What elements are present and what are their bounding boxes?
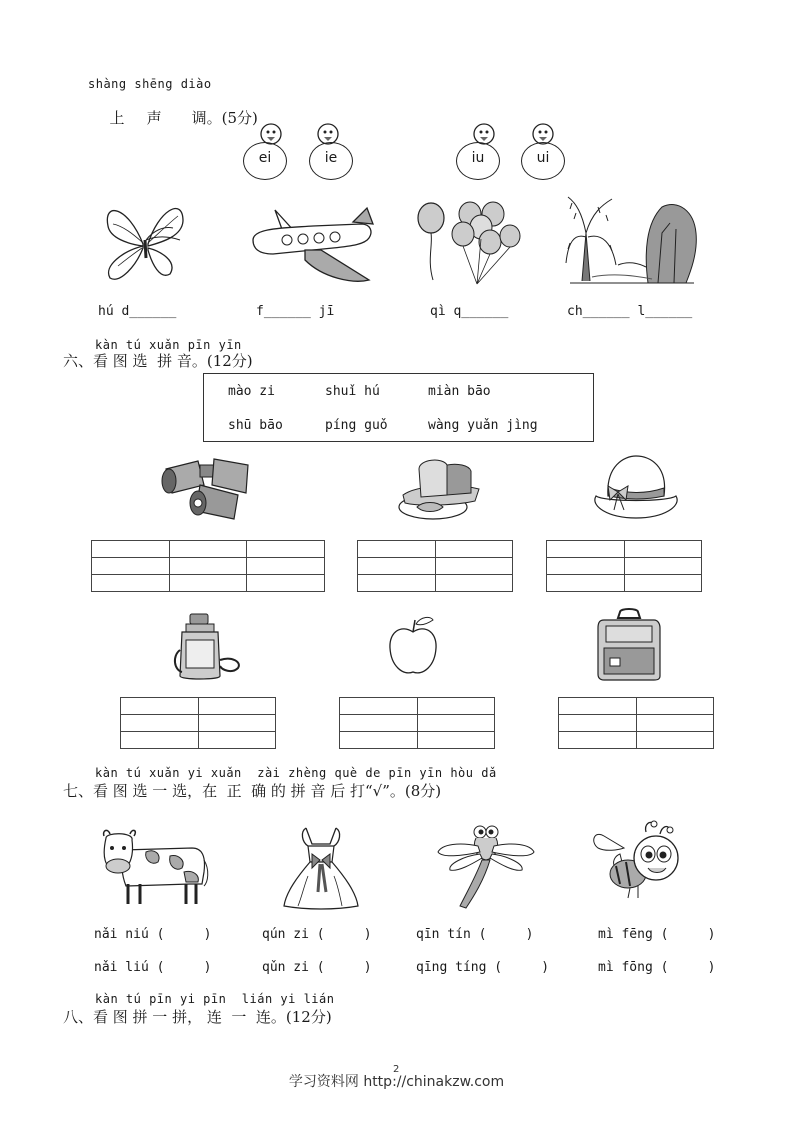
blank-butterfly: hú d______ <box>98 304 177 319</box>
option-mi-fong[interactable]: mì fōng ( ) <box>598 960 716 975</box>
option-mi-feng[interactable]: mì fēng ( ) <box>598 927 716 942</box>
word-options-box <box>203 373 594 442</box>
option-qun-zi[interactable]: qún zi ( ) <box>262 927 372 942</box>
schoolbag-icon <box>596 608 662 682</box>
section5-char-3: 调 <box>191 109 207 127</box>
grid-cell[interactable] <box>358 541 436 558</box>
section7-title: 七、看 图 选 一 选，在 正 确 的 拼 音 后 打“√”。(8分) <box>63 782 442 800</box>
option-qun-zi-alt[interactable]: qǔn zi ( ) <box>262 960 372 975</box>
grid-cell[interactable] <box>247 575 325 592</box>
option-shu-bao: shū bāo <box>228 418 283 433</box>
grid-cell[interactable] <box>435 541 513 558</box>
section8-title: 八、看 图 拼 一 拼， 连 一 连。(12分) <box>63 1008 332 1026</box>
answer-grid-hat <box>546 540 702 592</box>
page-number: 2 <box>393 1064 400 1075</box>
section5-char-2: 声 <box>146 109 162 127</box>
grid-cell[interactable] <box>92 575 170 592</box>
grid-cell[interactable] <box>547 541 625 558</box>
answer-grid-apple <box>339 697 495 749</box>
section5-char-1: 上 <box>109 109 125 127</box>
grid-cell[interactable] <box>624 541 702 558</box>
answer-grid-bottle <box>120 697 276 749</box>
section5-score: 。(5分) <box>206 109 258 127</box>
blank-balloon: qì q______ <box>430 304 509 319</box>
dragonfly-icon <box>436 824 536 910</box>
answer-grid-bread <box>357 540 513 592</box>
grid-cell[interactable] <box>169 558 247 575</box>
grid-cell[interactable] <box>435 558 513 575</box>
grid-cell[interactable] <box>121 715 199 732</box>
grid-cell[interactable] <box>547 575 625 592</box>
grid-cell[interactable] <box>92 541 170 558</box>
cow-icon <box>96 826 210 908</box>
option-qin-tin[interactable]: qīn tín ( ) <box>416 927 534 942</box>
grid-cell[interactable] <box>340 732 418 749</box>
option-nai-liu[interactable]: nǎi liú ( ) <box>94 960 212 975</box>
grid-cell[interactable] <box>198 698 276 715</box>
grid-cell[interactable] <box>358 575 436 592</box>
section7-pinyin: kàn tú xuǎn yi xuǎn zài zhèng què de pīn yīn hòu dǎ <box>95 766 497 780</box>
grid-cell[interactable] <box>559 698 637 715</box>
grid-cell[interactable] <box>636 715 714 732</box>
answer-grid-schoolbag <box>558 697 714 749</box>
grid-cell[interactable] <box>198 732 276 749</box>
option-ping-guo: píng guǒ <box>325 418 388 433</box>
grid-cell[interactable] <box>417 732 495 749</box>
grid-cell[interactable] <box>121 732 199 749</box>
grid-cell[interactable] <box>417 698 495 715</box>
apple-icon <box>387 616 439 678</box>
dress-icon <box>282 826 360 910</box>
section6-pinyin: kàn tú xuǎn pīn yīn <box>95 338 242 352</box>
grid-cell[interactable] <box>559 715 637 732</box>
grid-cell[interactable] <box>624 575 702 592</box>
bee-icon <box>590 818 686 902</box>
footer-watermark: 学习资料网 http://chinakzw.com <box>288 1074 505 1090</box>
grid-cell[interactable] <box>121 698 199 715</box>
blank-airplane: f______ jī <box>256 304 335 319</box>
butterfly-icon <box>98 196 193 284</box>
grid-cell[interactable] <box>247 541 325 558</box>
grid-cell[interactable] <box>547 558 625 575</box>
option-wang-yuan-jing: wàng yuǎn jìng <box>428 418 538 433</box>
section6-title: 六、看 图 选 拼 音。(12分) <box>63 352 253 370</box>
answer-grid-binoculars <box>91 540 325 592</box>
option-mian-bao: miàn bāo <box>428 384 491 399</box>
section5-heading <box>100 89 258 128</box>
grid-cell[interactable] <box>198 715 276 732</box>
bread-icon <box>397 455 487 523</box>
option-mao-zi: mào zi <box>228 384 275 399</box>
balloon-icon <box>415 200 525 286</box>
grid-cell[interactable] <box>92 558 170 575</box>
grid-cell[interactable] <box>340 715 418 732</box>
grid-cell[interactable] <box>169 541 247 558</box>
grid-cell[interactable] <box>624 558 702 575</box>
vowel-ui: ui <box>536 150 550 166</box>
binoculars-icon <box>158 455 263 523</box>
grid-cell[interactable] <box>340 698 418 715</box>
grid-cell[interactable] <box>358 558 436 575</box>
vowel-ie: ie <box>324 150 338 166</box>
option-shui-hu: shuǐ hú <box>325 384 380 399</box>
vowel-ei: ei <box>258 150 272 166</box>
option-nai-niu[interactable]: nǎi niú ( ) <box>94 927 212 942</box>
willow-tree-icon <box>562 193 702 291</box>
grid-cell[interactable] <box>247 558 325 575</box>
blank-willow: ch______ l______ <box>567 304 693 319</box>
hat-icon <box>588 452 684 524</box>
option-qing-ting[interactable]: qīng tíng ( ) <box>416 960 550 975</box>
grid-cell[interactable] <box>169 575 247 592</box>
grid-cell[interactable] <box>636 732 714 749</box>
airplane-icon <box>243 202 378 284</box>
vowel-iu: iu <box>471 150 485 166</box>
section8-pinyin: kàn tú pīn yi pīn lián yi lián <box>95 992 335 1006</box>
grid-cell[interactable] <box>435 575 513 592</box>
grid-cell[interactable] <box>559 732 637 749</box>
water-bottle-icon <box>172 610 244 682</box>
section5-pinyin: shàng shēng diào <box>88 77 212 91</box>
grid-cell[interactable] <box>636 698 714 715</box>
grid-cell[interactable] <box>417 715 495 732</box>
